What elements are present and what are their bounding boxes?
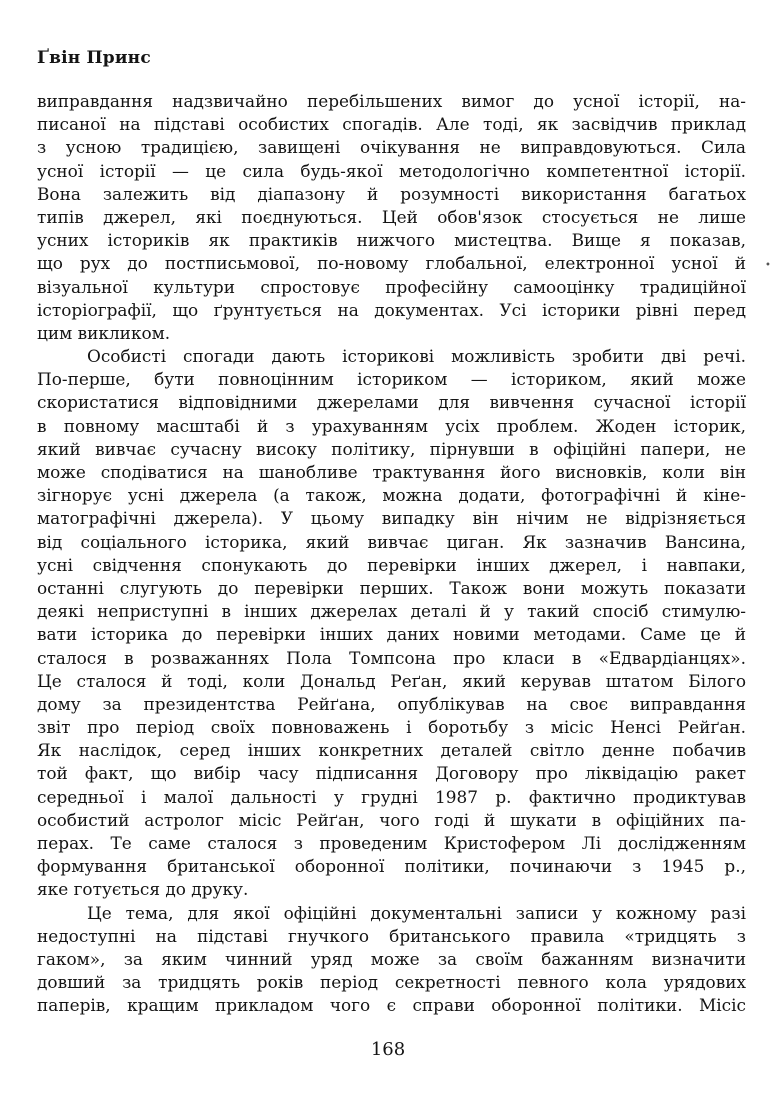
text-line: Як наслідок, серед інших конкретних деталей світло денне побачив	[37, 740, 746, 761]
text-line: середньої і малої дальності у грудні 1987 р. фактично продиктував	[37, 786, 746, 807]
paragraph-first-line: Це тема, для якої офіційні документальні записи у кожному разі	[87, 902, 746, 923]
text-line: який вивчає сучасну високу політику, пірнувши в офіційні папери, не	[37, 438, 746, 459]
body-text	[37, 90, 746, 1018]
paragraph-first-line: Особисті спогади дають історикові можливість зробити дві речі.	[87, 346, 746, 367]
text-line: усні свідчення спонукають до перевірки інших джерел, і навпаки,	[37, 554, 746, 575]
text-line: візуальної культури спростовує професійну самооцінку традиційної	[37, 276, 746, 297]
text-line: Це сталося й тоді, коли Дональд Реґан, який керував штатом Білого	[37, 670, 746, 691]
text-line: матографічні джерела). У цьому випадку він нічим не відрізняється	[37, 508, 746, 529]
text-line: що рух до постписьмової, по-новому глобальної, електронної усної й	[37, 253, 746, 274]
text-line: По-перше, бути повноцінним істориком — істориком, який може	[37, 369, 746, 390]
text-line: недоступні на підставі гнучкого британського правила «тридцять з	[37, 925, 746, 946]
text-line: від соціального історика, який вивчає циган. Як зазначив Вансина,	[37, 531, 746, 552]
text-line: вати історика до перевірки інших даних новими методами. Саме це й	[37, 624, 746, 645]
text-line: гаком», за яким чинний уряд може за своїм бажанням визначити	[37, 948, 746, 969]
text-line: з усною традицією, завищені очікування не виправдовуються. Сила	[37, 137, 746, 158]
text-line: писаної на підставі особистих спогадів. Але тоді, як засвідчив приклад	[37, 114, 746, 135]
text-line: усної історії — це сила будь-якої методологічно компетентної історії.	[37, 160, 746, 181]
text-line: усних істориків як практиків нижчого мистецтва. Вище я показав,	[37, 230, 746, 251]
text-line: сталося в розважаннях Пола Томпсона про класи в «Едвардіанцях».	[37, 647, 746, 668]
text-line: довший за тридцять років період секретності певного кола урядових	[37, 972, 746, 993]
text-line: історіографії, що ґрунтується на документах. Усі історики рівні перед	[37, 299, 746, 320]
text-line: Вона залежить від діапазону й розумності використання багатьох	[37, 183, 746, 204]
text-line: цим викликом.	[37, 322, 171, 343]
margin-speck: •	[765, 260, 771, 271]
page-number: 168	[370, 1039, 406, 1060]
text-line: деякі неприступні в інших джерелах деталі й у такий спосіб стимулю-	[37, 601, 746, 622]
text-line: може сподіватися на шанобливе трактування його висновків, коли він	[37, 462, 746, 482]
text-line: звіт про період своїх повноважень і боротьбу з місіс Ненсі Рейґан.	[37, 717, 746, 738]
text-line: зігнорує усні джерела (а також, можна додати, фотографічні й кіне-	[37, 485, 746, 506]
text-line: останні слугують до перевірки перших. Також вони можуть показати	[37, 577, 746, 598]
text-line: перах. Те саме сталося з проведеним Кристофером Лі дослідженням	[37, 833, 746, 853]
text-line: дому за президентства Рейґана, опублікував на своє виправдання	[37, 693, 746, 714]
text-line: типів джерел, які поєднуються. Цей обов'язок стосується не лише	[37, 206, 746, 227]
text-line: паперів, кращим прикладом чого є справи оборонної політики. Місіс	[37, 995, 746, 1016]
running-header: Ґвін Принс	[37, 48, 151, 68]
text-line: яке готується до друку.	[37, 879, 249, 900]
text-line: виправдання надзвичайно перебільшених вимог до усної історії, на-	[37, 91, 746, 111]
text-line: формування британської оборонної політики, починаючи з 1945 р.,	[37, 856, 746, 877]
text-line: скористатися відповідними джерелами для вивчення сучасної історії	[37, 392, 746, 413]
text-line: в повному масштабі й з урахуванням усіх проблем. Жоден історик,	[37, 415, 746, 436]
text-line: той факт, що вибір часу підписання Договору про ліквідацію ракет	[37, 763, 746, 784]
text-line: особистий астролог місіс Рейґан, чого годі й шукати в офіційних па-	[37, 809, 746, 830]
